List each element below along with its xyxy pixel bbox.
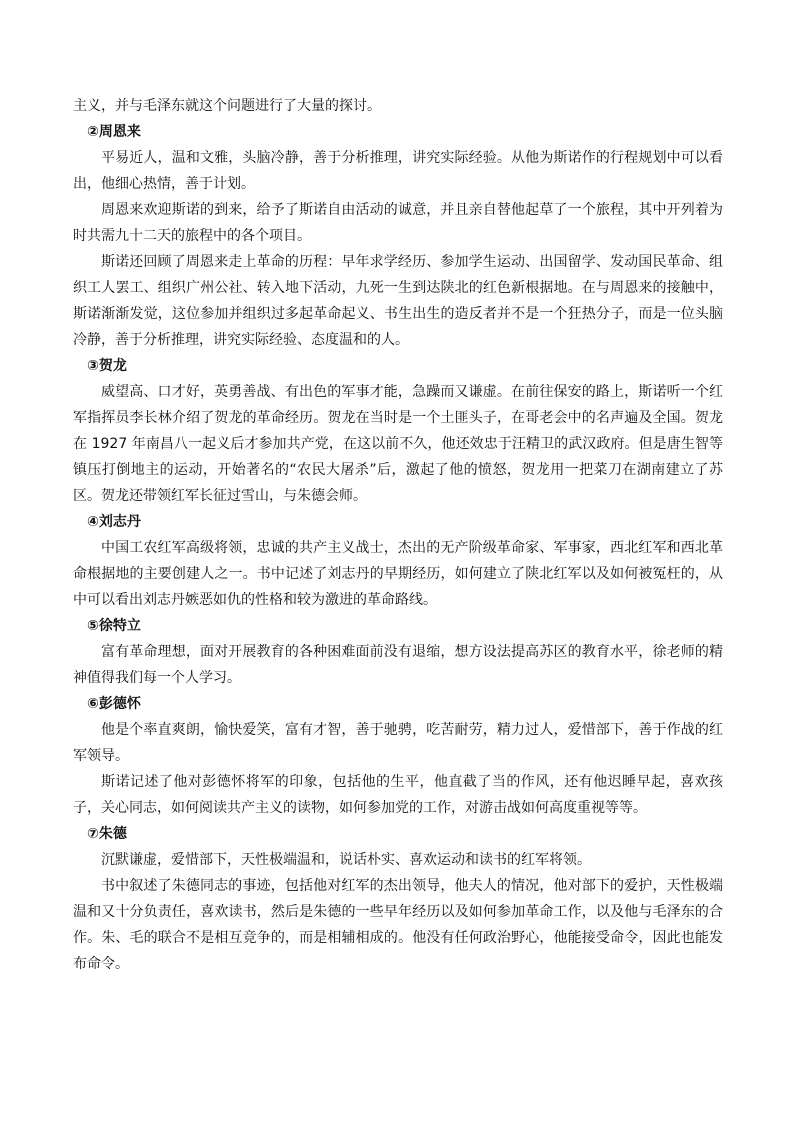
paragraph: 书中叙述了朱德同志的事迹，包括他对红军的杰出领导，他夫人的情况，他对部下的爱护，天性极端温和又十分负责任，喜欢读书，然后是朱德的一些早年经历以及如何参加革命工作，以及他与毛泽东的合作。朱、毛的联合不是相互竞争的，而是相辅相成的。他没有任何政治野心，他能接受命令，因此也能发布命令。	[73, 878, 723, 972]
section-heading-zhou-enlai: ②周恩来	[87, 124, 141, 140]
section-heading-liu-zhidan: ④刘志丹	[87, 514, 141, 530]
paragraph: 沉默谦虚，爱惜部下，天性极端温和，说话朴实、喜欢运动和读书的红军将领。	[101, 852, 591, 868]
paragraph: 斯诺记述了他对彭德怀将军的印象，包括他的生平，他直截了当的作风，还有他迟睡早起，喜欢孩子，关心同志，如何阅读共产主义的读物，如何参加党的工作，对游击战如何高度重视等等。	[73, 774, 723, 816]
document-page	[73, 93, 723, 977]
paragraph-continuation: 主义，并与毛泽东就这个问题进行了大量的探讨。	[73, 98, 381, 114]
paragraph: 周恩来欢迎斯诺的到来，给予了斯诺自由活动的诚意，并且亲自替他起草了一个旅程，其中开列着为时共需九十二天的旅程中的各个项目。	[73, 202, 723, 244]
paragraph: 斯诺还回顾了周恩来走上革命的历程：早年求学经历、参加学生运动、出国留学、发动国民革命、组织工人罢工、组织广州公社、转入地下活动，九死一生到达陕北的红色新根据地。在与周恩来的接触中，斯诺渐渐发觉，这位参加并组织过多起革命起义、书生出生的造反者并不是一个狂热分子，而是一位头脑冷静，善于分析推理，讲究实际经验、态度温和的人。	[73, 254, 723, 348]
paragraph: 中国工农红军高级将领，忠诚的共产主义战士，杰出的无产阶级革命家、军事家，西北红军和西北革命根据地的主要创建人之一。书中记述了刘志丹的早期经历，如何建立了陕北红军以及如何被冤枉的，从中可以看出刘志丹嫉恶如仇的性格和较为激进的革命路线。	[73, 540, 723, 608]
section-heading-xu-teli: ⑤徐特立	[87, 618, 141, 634]
paragraph: 威望高、口才好，英勇善战、有出色的军事才能，急躁而又谦虚。在前往保安的路上，斯诺听一个红军指挥员李长林介绍了贺龙的革命经历。贺龙在当时是一个土匪头子，在哥老会中的名声遍及全国。贺龙在 1927 年南昌八一起义后才参加共产党，在这以前不久，他还效忠于汪精卫的武汉政府。但是唐生智等镇压打倒地主的运动，开始著名的“农民大屠杀”后，激起了他的愤怒，贺龙用一把菜刀在湖南建立了苏区。贺龙还带领红军长征过雪山，与朱德会师。	[73, 384, 723, 504]
paragraph: 富有革命理想，面对开展教育的各种困难面前没有退缩，想方设法提高苏区的教育水平，徐老师的精神值得我们每一个人学习。	[73, 644, 723, 686]
section-heading-he-long: ③贺龙	[87, 358, 127, 374]
section-heading-zhu-de: ⑦朱德	[87, 826, 127, 842]
paragraph: 平易近人，温和文雅，头脑冷静，善于分析推理，讲究实际经验。从他为斯诺作的行程规划中可以看出，他细心热情，善于计划。	[73, 150, 723, 192]
paragraph: 他是个率直爽朗，愉快爱笑，富有才智，善于驰骋，吃苦耐劳，精力过人，爱惜部下，善于作战的红军领导。	[73, 722, 723, 764]
section-heading-peng-dehuai: ⑥彭德怀	[87, 696, 141, 712]
